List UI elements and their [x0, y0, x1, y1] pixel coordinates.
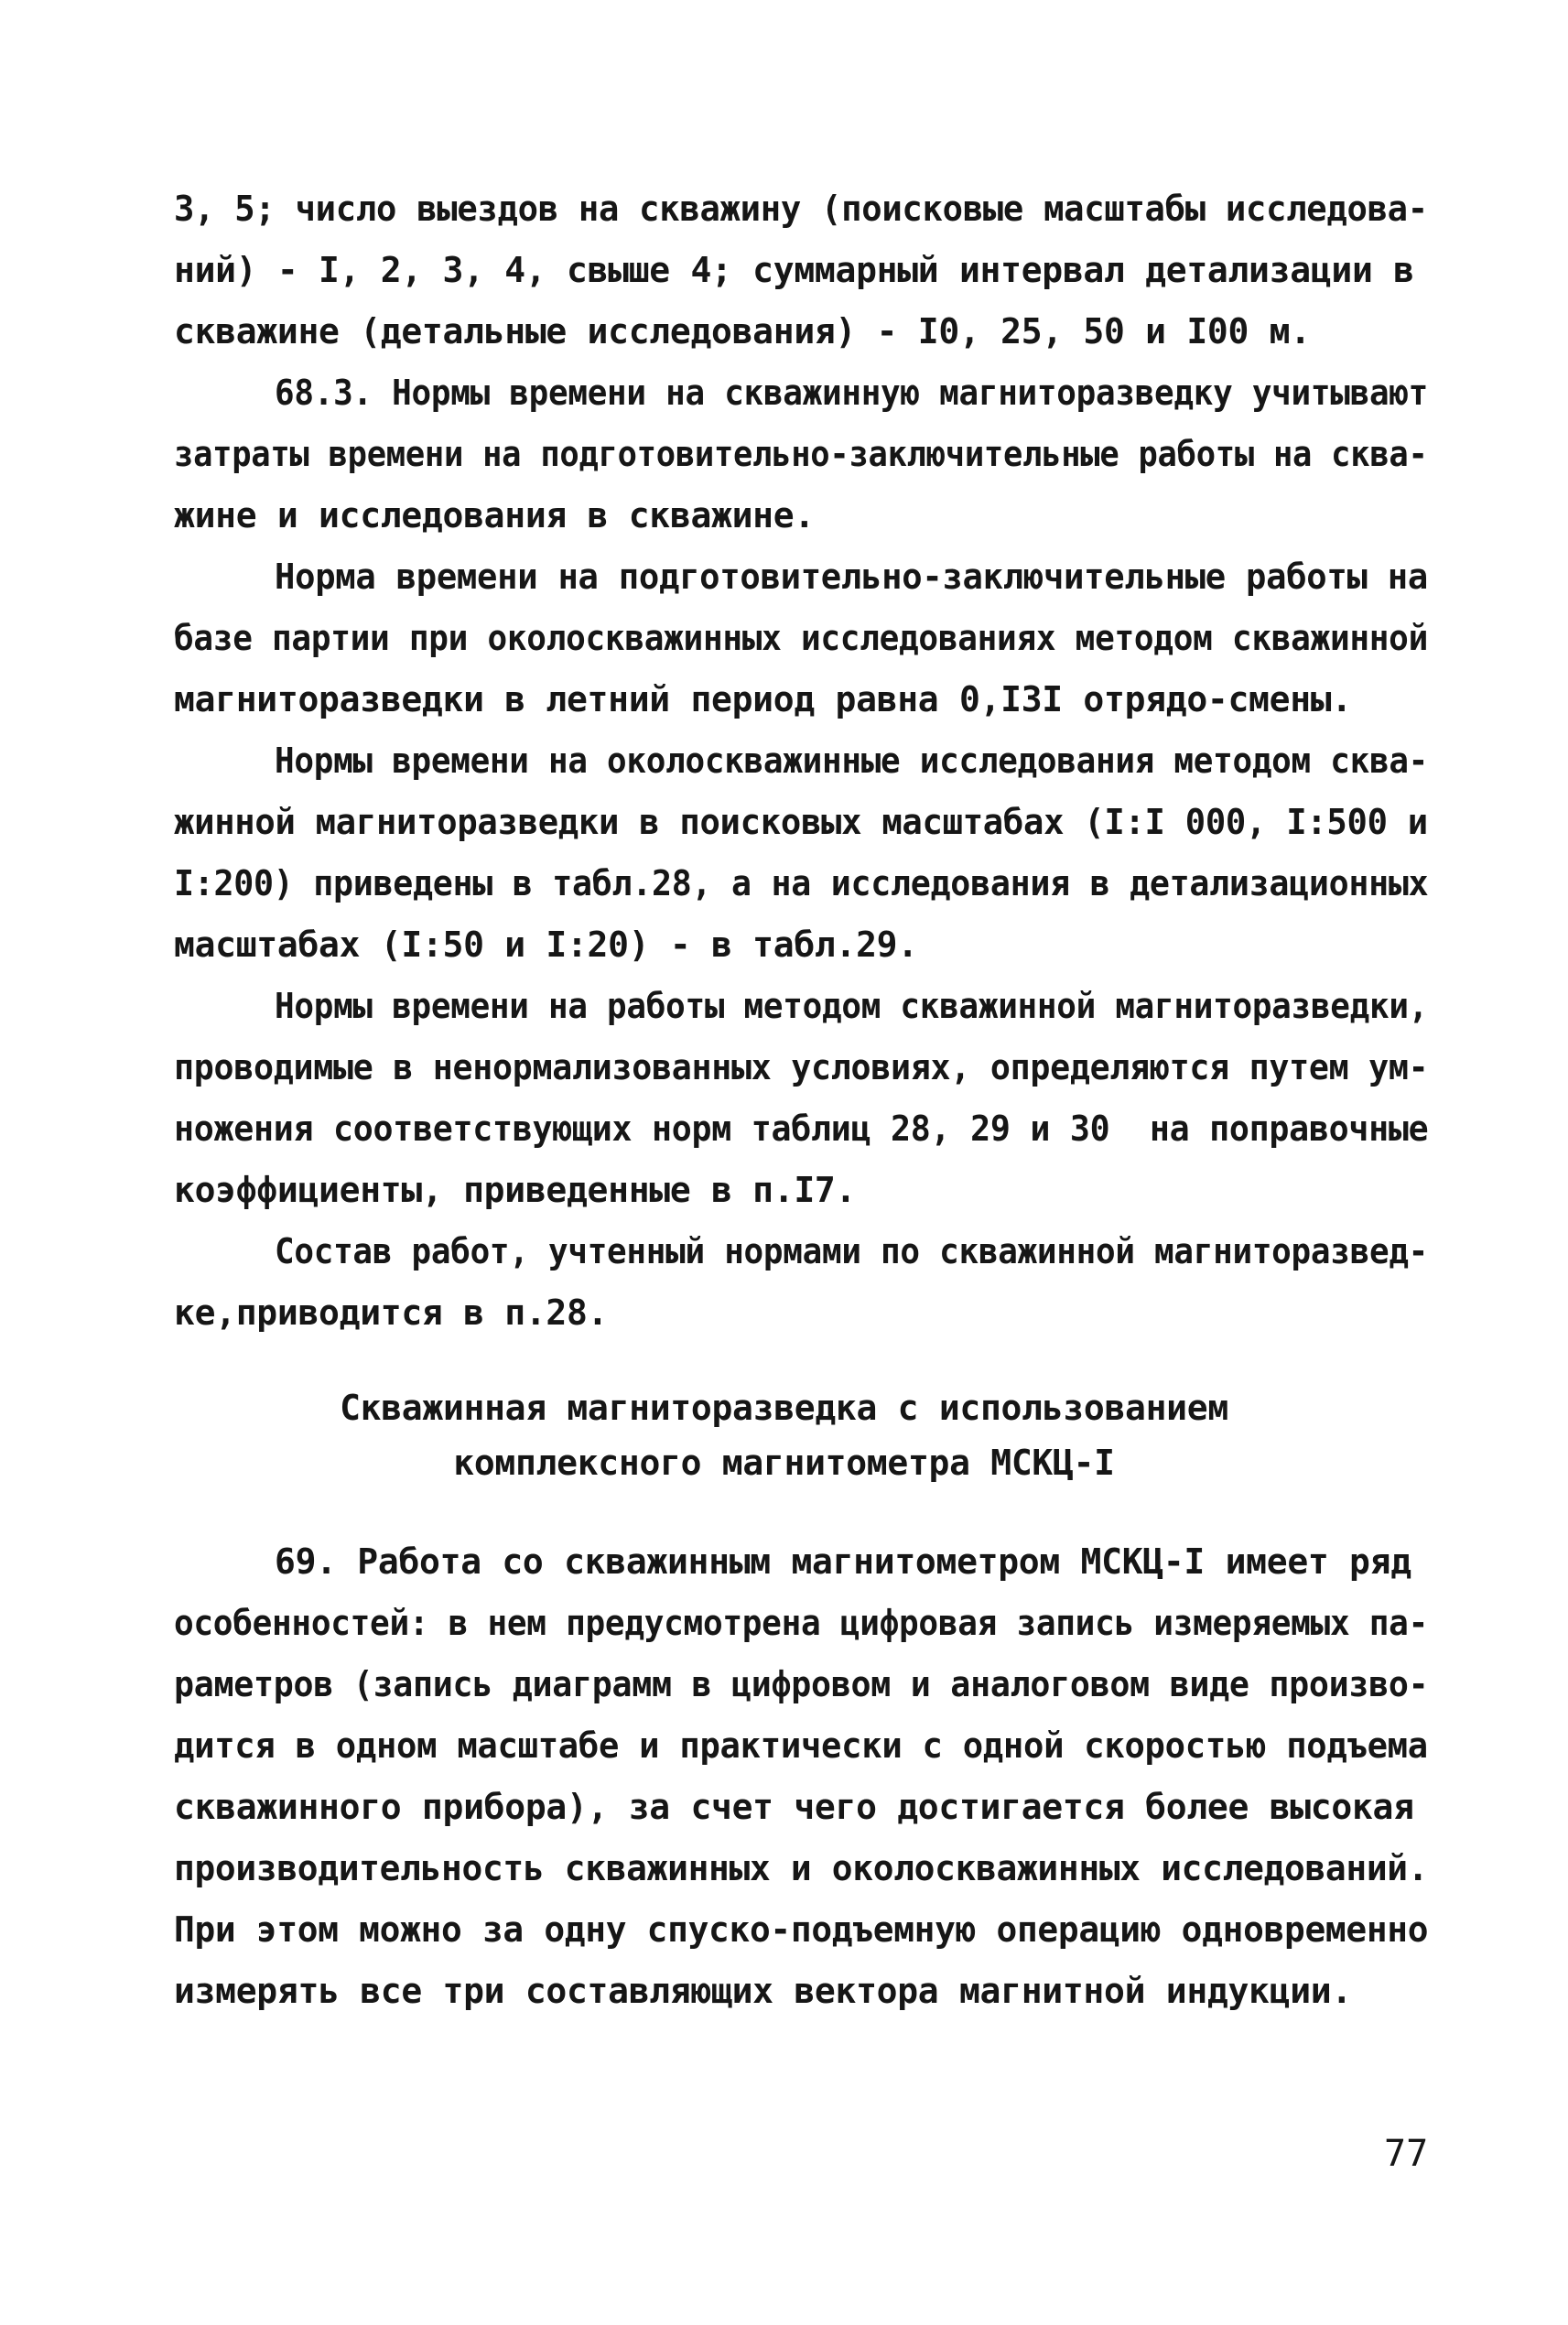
- text-line: I:200) приведены в табл.28, а на исследования в детализационных: [174, 863, 1429, 903]
- text-line: магниторазведки в летний период равна 0,I3I отрядо-смены.: [174, 679, 1352, 719]
- text-line: раметров (запись диаграмм в цифровом и аналоговом виде произво-: [174, 1664, 1429, 1704]
- text-line: базе партии при околоскважинных исследованиях методом скважинной: [174, 618, 1429, 658]
- text-line: особенностей: в нем предусмотрена цифровая запись измеряемых па-: [174, 1603, 1429, 1643]
- text-line: Нормы времени на работы методом скважинной магниторазведки,: [275, 986, 1429, 1026]
- page-number: 77: [1384, 2133, 1429, 2175]
- text-line: жинной магниторазведки в поисковых масштабах (I:I 000, I:500 и: [174, 802, 1428, 842]
- text-line: дится в одном масштабе и практически с одной скоростью подъема: [174, 1725, 1428, 1766]
- text-line: При этом можно за одну спуско-подъемную операцию одновременно: [174, 1909, 1429, 1950]
- text-line: 68.3. Нормы времени на скважинную магниторазведку учитывают: [275, 373, 1429, 413]
- text-line: 69. Работа со скважинным магнитометром МСКЦ-I имеет ряд: [275, 1541, 1411, 1582]
- text-line: проводимые в ненормализованных условиях, определяются путем ум-: [174, 1047, 1429, 1087]
- text-line: 3, 5; число выездов на скважину (поисковые масштабы исследова-: [174, 189, 1428, 229]
- text-line: скважинного прибора), за счет чего достигается более высокая: [174, 1787, 1414, 1827]
- text-line: коэффициенты, приведенные в п.I7.: [174, 1170, 857, 1210]
- text-line: ножения соответствующих норм таблиц 28, 29 и 30 на поправочные: [174, 1108, 1429, 1149]
- section-heading: комплексного магнитометра МСКЦ-I: [453, 1443, 1115, 1483]
- text-line: Состав работ, учтенный нормами по скважинной магниторазвед-: [275, 1231, 1429, 1271]
- text-line: масштабах (I:50 и I:20) - в табл.29.: [174, 925, 918, 965]
- text-line: ний) - I, 2, 3, 4, свыше 4; суммарный интервал детализации в: [174, 250, 1414, 290]
- text-line: жине и исследования в скважине.: [174, 495, 815, 535]
- text-line: Норма времени на подготовительно-заключительные работы на: [275, 557, 1428, 597]
- section-heading: Скважинная магниторазведка с использованием: [340, 1388, 1228, 1428]
- text-line: скважине (детальные исследования) - I0, 25, 50 и I00 м.: [174, 311, 1311, 351]
- text-line: Нормы времени на околоскважинные исследования методом сква-: [275, 741, 1429, 781]
- text-line: производительность скважинных и околоскважинных исследований.: [174, 1848, 1429, 1888]
- text-line: ке,приводится в п.28.: [174, 1292, 609, 1333]
- text-line: измерять все три составляющих вектора магнитной индукции.: [174, 1971, 1352, 2011]
- text-line: затраты времени на подготовительно-заключительные работы на сква-: [174, 434, 1428, 474]
